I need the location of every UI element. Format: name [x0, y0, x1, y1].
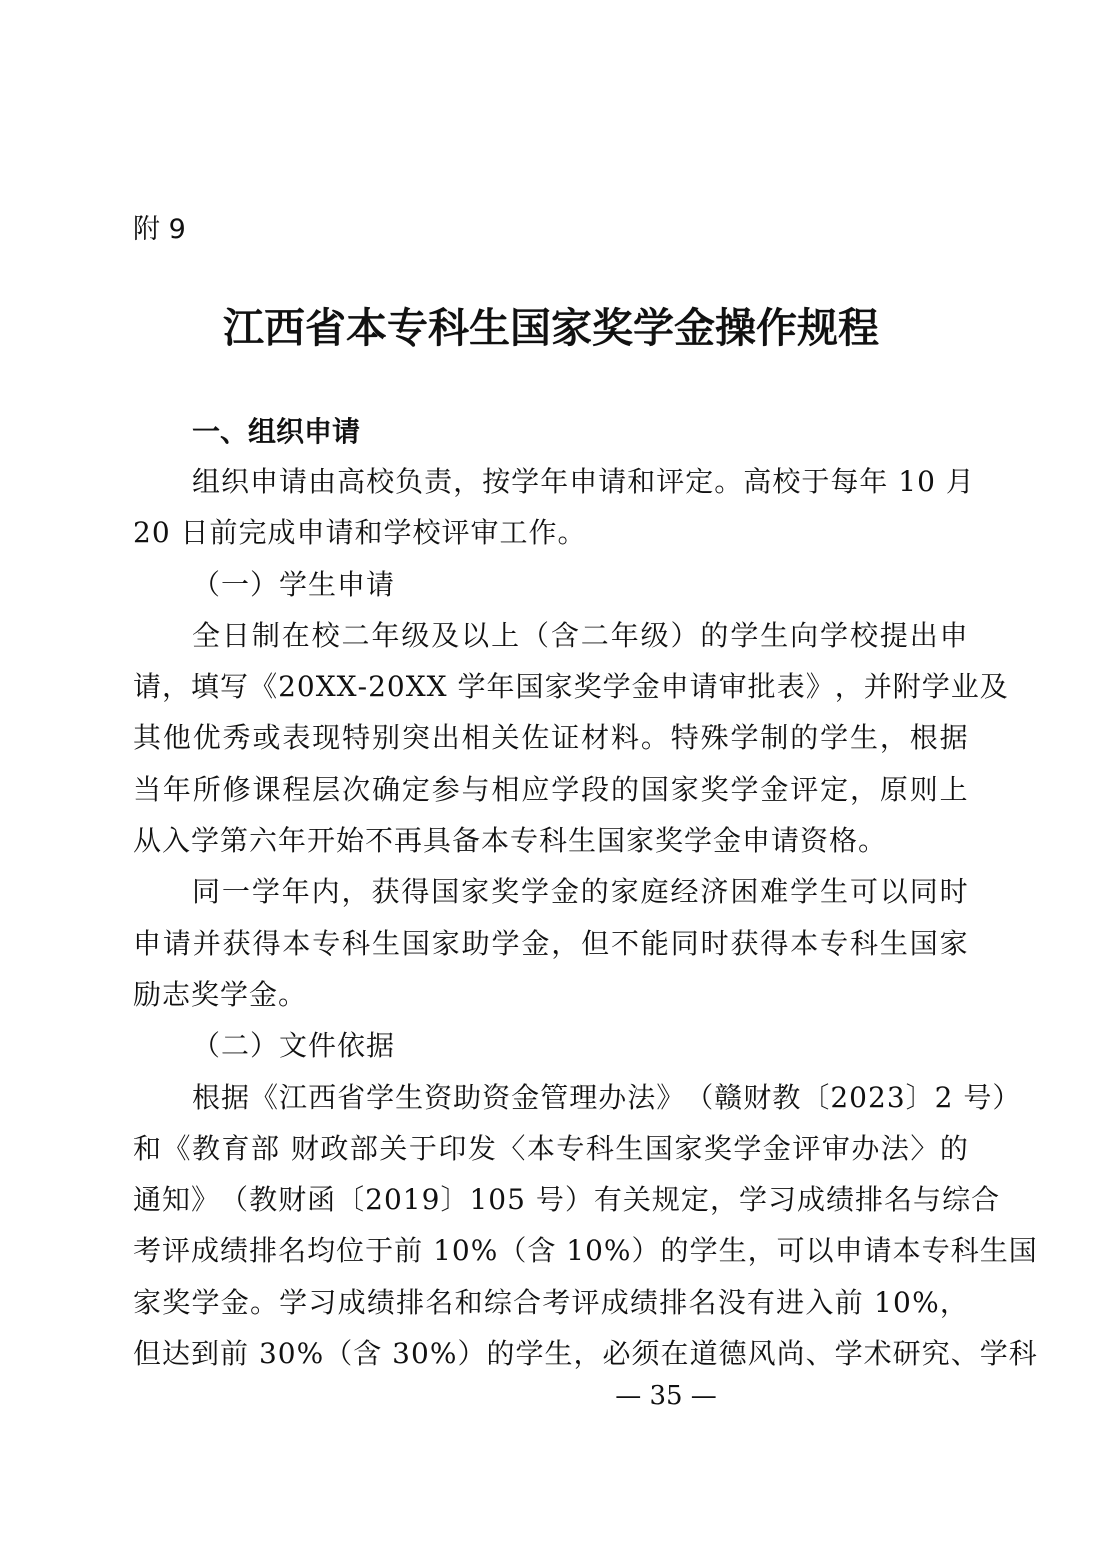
- body-line: 申 请 并 获 得 本 专 科 生 国 家 助 学 金 ， 但 不 能 同 时 获 得 本 专 科 生 国 家: [133, 926, 969, 960]
- body-line: 同 一 学 年 内 ， 获 得 国 家 奖 学 金 的 家 庭 经 济 困 难 学 生 可 以 同 时: [192, 875, 969, 909]
- body-line: 当 年 所 修 课 程 层 次 确 定 参 与 相 应 学 段 的 国 家 奖 学 金 评 定 ， 原 则 上: [133, 772, 969, 806]
- body-line: 组 织 申 请 由 高 校 负 责 ， 按 学 年 申 请 和 评 定 。 高 校 于 每 年 1 0 月: [192, 465, 975, 498]
- body-line: 20 日前完成申请和学校评审工作。: [133, 516, 587, 550]
- body-line: 全 日 制 在 校 二 年 级 及 以 上 （ 含 二 年 级 ） 的 学 生 向 学 校 提 出 申: [192, 618, 969, 652]
- body-line: 根 据 《 江 西 省 学 生 资 助 资 金 管 理 办 法 》 （ 赣 财 教 〔 2 0 2 3 〕 2 号 ）: [192, 1080, 1022, 1114]
- body-line: 但 达 到 前 3 0 % （ 含 3 0 % ） 的 学 生 ， 必 须 在 道 德 风 尚 、 学 术 研 究 、 学 科: [133, 1337, 1038, 1371]
- body-line: （二）文件依据: [192, 1029, 396, 1063]
- body-text: [133, 456, 1038, 1379]
- body-line: 家 奖 学 金 。 学 习 成 绩 排 名 和 综 合 考 评 成 绩 排 名 没 有 进 入 前 1 0 % ，: [133, 1285, 969, 1319]
- annex-label: 附 9: [133, 214, 186, 245]
- body-line: 通 知 》 （ 教 财 函 〔 2 0 1 9 〕 1 0 5 号 ） 有 关 规 定 ， 学 习 成 绩 排 名 与 综 合: [133, 1183, 1001, 1217]
- body-line: （一）学生申请: [192, 567, 396, 601]
- body-line: 从入学第六年开始不再具备本专科生国家奖学金申请资格。: [133, 824, 888, 858]
- body-line: 励志奖学金。: [133, 977, 308, 1011]
- page-number: — 35 —: [615, 1381, 717, 1411]
- document-title: 江西省本专科生国家奖学金操作规程: [223, 304, 879, 352]
- body-line: 其 他 优 秀 或 表 现 特 别 突 出 相 关 佐 证 材 料 。 特 殊 学 制 的 学 生 ， 根 据: [133, 721, 969, 755]
- body-line: 考 评 成 绩 排 名 均 位 于 前 1 0 % （ 含 1 0 % ） 的 学 生 ， 可 以 申 请 本 专 科 生 国: [133, 1234, 1038, 1268]
- body-line: 和 《 教 育 部 财 政 部 关 于 印 发 〈 本 专 科 生 国 家 奖 学 金 评 审 办 法 〉 的: [133, 1131, 969, 1165]
- section-heading-organize-application: 一、组织申请: [192, 415, 361, 448]
- body-line: 请 ， 填 写 《 2 0 X X - 2 0 X X 学 年 国 家 奖 学 金 申 请 审 批 表 》 ， 并 附 学 业 及: [133, 670, 1009, 704]
